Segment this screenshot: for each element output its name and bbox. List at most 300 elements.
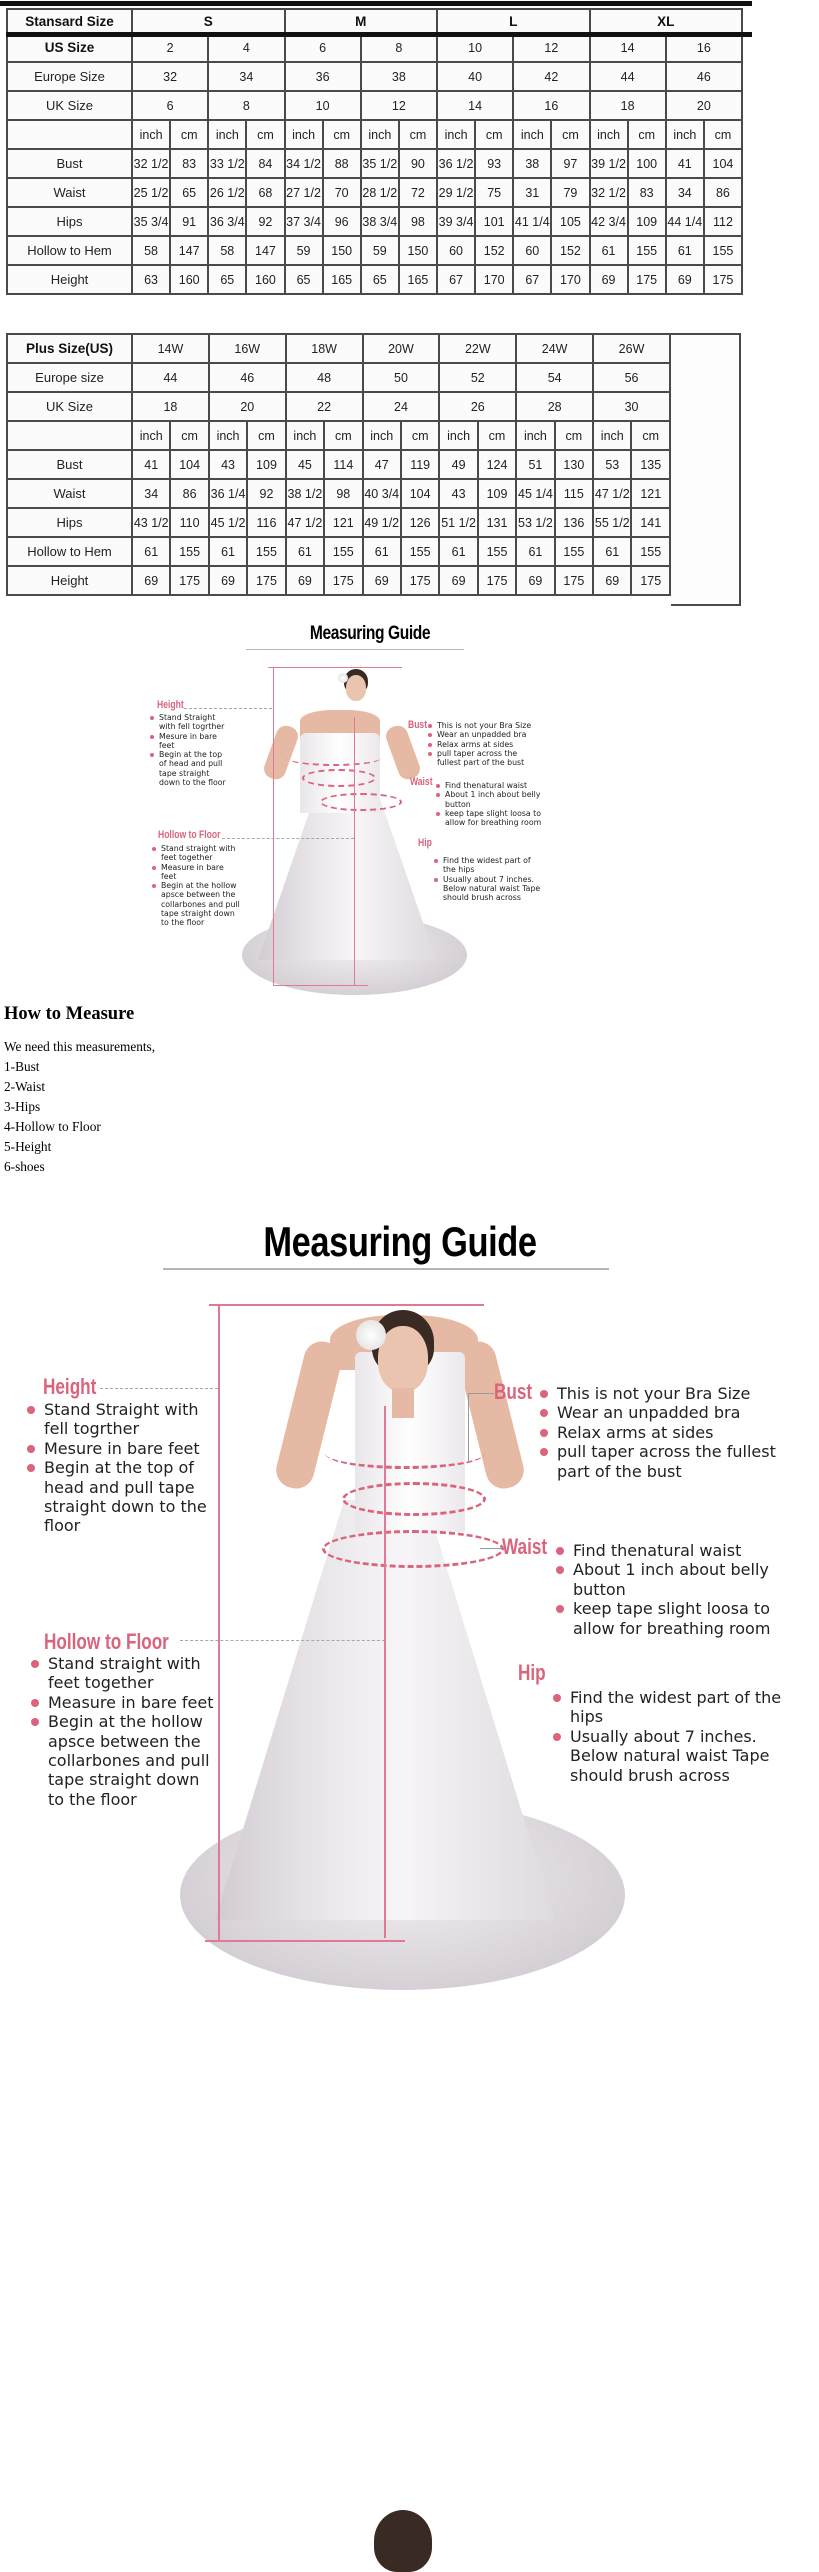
cell: 33 1/2 <box>208 149 246 178</box>
bullet-item: Find thenatural waist <box>556 1541 801 1560</box>
plus-bust-row <box>7 450 670 479</box>
cell: 36 3/4 <box>208 207 246 236</box>
height-leader <box>100 1388 218 1389</box>
bullet-item: Mesure in bare feet <box>150 732 230 751</box>
cell: 100 <box>628 149 666 178</box>
cell: 119 <box>401 450 439 479</box>
row-label: Waist <box>7 178 132 207</box>
cell: 69 <box>132 566 170 595</box>
waist-bullets <box>556 1541 801 1638</box>
height-top-line <box>268 667 402 668</box>
cell: 34 1/2 <box>285 149 323 178</box>
cell: 175 <box>478 566 516 595</box>
cell: 28 1/2 <box>361 178 399 207</box>
how-to-intro: We need this measurements, <box>4 1039 156 1054</box>
bullet-item: Wear an unpadded bra <box>428 730 540 739</box>
unit-inch: inch <box>513 120 551 149</box>
cell: 91 <box>170 207 208 236</box>
row-label: Bust <box>7 450 132 479</box>
cell: 61 <box>209 537 247 566</box>
bullet-item: Wear an unpadded bra <box>540 1403 800 1422</box>
cell: 92 <box>247 479 285 508</box>
plus-europe-cell: 46 <box>209 363 286 392</box>
cell: 86 <box>704 178 742 207</box>
plus-height-row <box>7 566 670 595</box>
cell: 175 <box>170 566 208 595</box>
row-label: Hips <box>7 508 132 537</box>
cell: 114 <box>324 450 362 479</box>
plus-size-table <box>6 333 671 596</box>
height-bullets <box>150 713 230 787</box>
bullet-item: Usually about 7 inches. Below natural waist Tape should brush across <box>553 1727 788 1785</box>
cell: 69 <box>209 566 247 595</box>
plus-us-size-row <box>7 334 670 363</box>
cell: 69 <box>439 566 477 595</box>
row-label: Height <box>7 566 132 595</box>
plus-waist-row <box>7 479 670 508</box>
waist-label: Waist <box>410 776 433 788</box>
table-header-divider <box>6 32 752 37</box>
uk-size-cell: 8 <box>208 91 284 120</box>
cell: 61 <box>593 537 631 566</box>
cell: 39 3/4 <box>437 207 475 236</box>
us-size-cell: 2 <box>132 33 208 62</box>
bust-bullets <box>428 721 540 767</box>
height-vertical-line <box>218 1304 220 1940</box>
cell: 160 <box>246 265 284 294</box>
height-leader <box>184 708 272 709</box>
cell: 25 1/2 <box>132 178 170 207</box>
plus-europe-cell: 50 <box>363 363 440 392</box>
cell: 65 <box>170 178 208 207</box>
floor-line <box>205 1940 405 1942</box>
cell: 84 <box>246 149 284 178</box>
bullet-item: This is not your Bra Size <box>428 721 540 730</box>
cell: 175 <box>401 566 439 595</box>
bullet-item: keep tape slight loosa to allow for breathing room <box>436 809 546 828</box>
cell: 60 <box>513 236 551 265</box>
us-size-cell: 12 <box>513 33 589 62</box>
fascinator <box>338 673 348 683</box>
uk-size-cell: 14 <box>437 91 513 120</box>
cell: 160 <box>170 265 208 294</box>
hollow-label: Hollow to Floor <box>158 829 221 841</box>
size-group-m: M <box>285 9 438 33</box>
plus-uk-cell: 24 <box>363 392 440 421</box>
bullet-item: Stand Straight with fell togrther <box>150 713 230 732</box>
cell: 88 <box>323 149 361 178</box>
hollow-bullets <box>31 1654 216 1809</box>
cell: 49 <box>439 450 477 479</box>
cell: 109 <box>247 450 285 479</box>
plus-uk-label: UK Size <box>7 392 132 421</box>
unit-cm: cm <box>323 120 361 149</box>
plus-hips-row <box>7 508 670 537</box>
height-vertical-line <box>273 667 274 985</box>
plus-unit-row <box>7 421 670 450</box>
cell: 92 <box>246 207 284 236</box>
unit-cm: cm <box>247 421 285 450</box>
cell: 72 <box>399 178 437 207</box>
cell: 104 <box>170 450 208 479</box>
model-head <box>346 675 366 701</box>
cell: 175 <box>247 566 285 595</box>
cell: 61 <box>516 537 554 566</box>
cell: 43 1/2 <box>132 508 170 537</box>
bullet-item: Find the widest part of the hips <box>553 1688 788 1727</box>
waist-row <box>7 178 742 207</box>
row-label: Bust <box>7 149 132 178</box>
plus-size-header: Plus Size(US) <box>7 334 132 363</box>
cell: 90 <box>399 149 437 178</box>
unit-inch: inch <box>363 421 401 450</box>
plus-uk-cell: 26 <box>439 392 516 421</box>
unit-inch: inch <box>593 421 631 450</box>
cell: 141 <box>631 508 670 537</box>
measurement-item: 5-Height <box>4 1139 52 1154</box>
bullet-item: Stand straight with feet together <box>152 844 240 863</box>
cell: 26 1/2 <box>208 178 246 207</box>
bust-row <box>7 149 742 178</box>
unit-inch: inch <box>439 421 477 450</box>
cell: 27 1/2 <box>285 178 323 207</box>
europe-size-row <box>7 62 742 91</box>
hip-tape <box>320 793 402 811</box>
us-size-label: US Size <box>7 33 132 62</box>
row-label: Hollow to Hem <box>7 236 132 265</box>
unit-cm: cm <box>399 120 437 149</box>
us-size-cell: 14 <box>590 33 666 62</box>
unit-cm: cm <box>551 120 589 149</box>
cell: 47 1/2 <box>286 508 324 537</box>
hip-label: Hip <box>418 837 432 849</box>
cell: 69 <box>666 265 704 294</box>
uk-size-cell: 6 <box>132 91 208 120</box>
cell: 60 <box>437 236 475 265</box>
cell: 170 <box>475 265 513 294</box>
uk-size-cell: 12 <box>361 91 437 120</box>
cell: 44 1/4 <box>666 207 704 236</box>
cell: 83 <box>628 178 666 207</box>
size-group-row <box>7 9 742 33</box>
us-size-cell: 8 <box>361 33 437 62</box>
plus-uk-cell: 20 <box>209 392 286 421</box>
hollow-vertical-line <box>354 717 355 985</box>
cell: 155 <box>401 537 439 566</box>
waist-tape <box>342 1482 486 1516</box>
height-top-line <box>209 1304 484 1306</box>
cell: 98 <box>324 479 362 508</box>
unit-cm: cm <box>475 120 513 149</box>
measurement-item: 6-shoes <box>4 1159 45 1174</box>
cell: 61 <box>666 236 704 265</box>
unit-cm: cm <box>246 120 284 149</box>
unit-cm: cm <box>704 120 742 149</box>
plus-us-size-cell: 26W <box>593 334 670 363</box>
unit-cm: cm <box>170 120 208 149</box>
cell: 68 <box>246 178 284 207</box>
unit-cm: cm <box>555 421 593 450</box>
cell: 45 <box>286 450 324 479</box>
cell: 109 <box>478 479 516 508</box>
plus-europe-cell: 48 <box>286 363 363 392</box>
measurement-item: 1-Bust <box>4 1059 40 1074</box>
cell: 112 <box>704 207 742 236</box>
bust-label: Bust <box>494 1379 533 1404</box>
cell: 130 <box>555 450 593 479</box>
cell: 69 <box>516 566 554 595</box>
row-label: Height <box>7 265 132 294</box>
cell: 155 <box>555 537 593 566</box>
hip-bullets <box>434 856 544 902</box>
bullet-item: Mesure in bare feet <box>27 1439 212 1458</box>
cell: 152 <box>551 236 589 265</box>
cell: 61 <box>132 537 170 566</box>
plus-us-size-cell: 20W <box>363 334 440 363</box>
cell: 83 <box>170 149 208 178</box>
unit-inch: inch <box>132 120 170 149</box>
cell: 58 <box>208 236 246 265</box>
cell: 43 <box>439 479 477 508</box>
cell: 121 <box>324 508 362 537</box>
measuring-guide-small <box>157 615 570 1000</box>
plus-europe-label: Europe size <box>7 363 132 392</box>
unit-inch: inch <box>516 421 554 450</box>
cell: 155 <box>170 537 208 566</box>
uk-size-cell: 18 <box>590 91 666 120</box>
cell: 101 <box>475 207 513 236</box>
plus-uk-cell: 28 <box>516 392 593 421</box>
cell: 86 <box>170 479 208 508</box>
hips-row <box>7 207 742 236</box>
cell: 61 <box>363 537 401 566</box>
row-label: Waist <box>7 479 132 508</box>
height-row <box>7 265 742 294</box>
bullet-item: Begin at the hollow apsce between the collarbones and pull tape straight down to the floor <box>31 1712 216 1809</box>
waist-bullets <box>436 781 546 827</box>
bust-leader <box>468 1393 494 1394</box>
waist-leader <box>480 1548 502 1549</box>
cell: 53 1/2 <box>516 508 554 537</box>
bullet-item: Begin at the hollow apsce between the collarbones and pull tape straight down to the floor <box>152 881 240 927</box>
cell: 45 1/4 <box>516 479 554 508</box>
cell: 35 3/4 <box>132 207 170 236</box>
right-arm <box>383 723 422 782</box>
row-label: Hips <box>7 207 132 236</box>
cell: 165 <box>399 265 437 294</box>
hollow-to-hem-row <box>7 236 742 265</box>
cell: 152 <box>475 236 513 265</box>
unit-inch: inch <box>437 120 475 149</box>
cell: 110 <box>170 508 208 537</box>
bullet-item: pull taper across the fullest part of the bust <box>428 749 540 768</box>
us-size-cell: 6 <box>285 33 361 62</box>
hollow-leader <box>180 1640 385 1641</box>
bullet-item: Find the widest part of the hips <box>434 856 544 875</box>
cell: 69 <box>593 566 631 595</box>
cell: 165 <box>323 265 361 294</box>
hollow-label: Hollow to Floor <box>44 1629 169 1654</box>
unit-inch: inch <box>361 120 399 149</box>
hip-tape <box>322 1530 504 1568</box>
cell: 147 <box>170 236 208 265</box>
hair <box>374 2510 432 2572</box>
table-top-border <box>0 1 752 6</box>
cell: 58 <box>132 236 170 265</box>
cell: 63 <box>132 265 170 294</box>
cell: 104 <box>704 149 742 178</box>
measurement-item: 4-Hollow to Floor <box>4 1119 101 1134</box>
waist-label: Waist <box>502 1534 548 1559</box>
unit-cm: cm <box>324 421 362 450</box>
europe-size-cell: 44 <box>590 62 666 91</box>
cell: 175 <box>324 566 362 595</box>
cell: 104 <box>401 479 439 508</box>
size-group-l: L <box>437 9 590 33</box>
plus-hollow-to-hem-row <box>7 537 670 566</box>
plus-europe-cell: 52 <box>439 363 516 392</box>
cell: 69 <box>590 265 628 294</box>
cell: 61 <box>590 236 628 265</box>
plus-us-size-cell: 14W <box>132 334 209 363</box>
cell: 38 <box>513 149 551 178</box>
fascinator <box>356 1320 386 1350</box>
cell: 98 <box>399 207 437 236</box>
bullet-item: Measure in bare feet <box>31 1693 216 1712</box>
cell: 175 <box>555 566 593 595</box>
bullet-item: keep tape slight loosa to allow for breathing room <box>556 1599 801 1638</box>
bullet-item: Find thenatural waist <box>436 781 546 790</box>
uk-size-label: UK Size <box>7 91 132 120</box>
cell: 155 <box>478 537 516 566</box>
europe-size-cell: 32 <box>132 62 208 91</box>
cell: 32 1/2 <box>590 178 628 207</box>
europe-size-cell: 46 <box>666 62 742 91</box>
bullet-item: Begin at the top of head and pull tape straight down to the floor <box>150 750 230 787</box>
cell: 155 <box>631 537 670 566</box>
cell: 32 1/2 <box>132 149 170 178</box>
cell: 75 <box>475 178 513 207</box>
cell: 135 <box>631 450 670 479</box>
bust-leader-vertical <box>468 1393 469 1463</box>
cell: 155 <box>324 537 362 566</box>
bullet-item: Stand Straight with fell togrther <box>27 1400 212 1439</box>
europe-size-cell: 38 <box>361 62 437 91</box>
plus-uk-cell: 22 <box>286 392 363 421</box>
unit-cm: cm <box>631 421 670 450</box>
plus-uk-cell: 18 <box>132 392 209 421</box>
cell: 175 <box>628 265 666 294</box>
cell: 65 <box>361 265 399 294</box>
cell: 175 <box>704 265 742 294</box>
bullet-item: About 1 inch about belly button <box>436 790 546 809</box>
cell: 121 <box>631 479 670 508</box>
bullet-item: pull taper across the fullest part of the bust <box>540 1442 800 1481</box>
unit-row-blank <box>7 120 132 149</box>
uk-size-cell: 16 <box>513 91 589 120</box>
plus-uk-size-row <box>7 392 670 421</box>
cell: 170 <box>551 265 589 294</box>
unit-inch: inch <box>285 120 323 149</box>
cell: 150 <box>323 236 361 265</box>
guide-title: Measuring Guide <box>309 623 431 644</box>
cell: 67 <box>437 265 475 294</box>
cell: 150 <box>399 236 437 265</box>
cell: 43 <box>209 450 247 479</box>
how-to-measure-section <box>4 1004 155 1177</box>
floor-line <box>273 985 368 986</box>
unit-row-blank <box>7 421 132 450</box>
cell: 38 1/2 <box>286 479 324 508</box>
unit-row <box>7 120 742 149</box>
cell: 51 <box>516 450 554 479</box>
cell: 61 <box>439 537 477 566</box>
cell: 61 <box>286 537 324 566</box>
cell: 49 1/2 <box>363 508 401 537</box>
measurement-item: 3-Hips <box>4 1099 41 1114</box>
bust-label: Bust <box>408 719 428 731</box>
cell: 79 <box>551 178 589 207</box>
bullet-item: Stand straight with feet together <box>31 1654 216 1693</box>
cell: 69 <box>363 566 401 595</box>
cell: 59 <box>361 236 399 265</box>
cell: 97 <box>551 149 589 178</box>
unit-inch: inch <box>132 421 170 450</box>
cell: 42 3/4 <box>590 207 628 236</box>
cell: 47 1/2 <box>593 479 631 508</box>
cell: 31 <box>513 178 551 207</box>
uk-size-cell: 20 <box>666 91 742 120</box>
cell: 40 3/4 <box>363 479 401 508</box>
cell: 65 <box>208 265 246 294</box>
cell: 29 1/2 <box>437 178 475 207</box>
unit-inch: inch <box>208 120 246 149</box>
measuring-guide-large <box>0 1200 819 1996</box>
cell: 38 3/4 <box>361 207 399 236</box>
cell: 155 <box>704 236 742 265</box>
plus-us-size-cell: 24W <box>516 334 593 363</box>
bust-bullets <box>540 1384 800 1481</box>
measurement-item: 2-Waist <box>4 1079 46 1094</box>
plus-us-size-cell: 22W <box>439 334 516 363</box>
cell: 116 <box>247 508 285 537</box>
us-size-cell: 16 <box>666 33 742 62</box>
cell: 41 <box>666 149 704 178</box>
row-label: Hollow to Hem <box>7 537 132 566</box>
cell: 36 1/4 <box>209 479 247 508</box>
title-underline <box>163 1268 609 1270</box>
bullet-item: Usually about 7 inches. Below natural waist Tape should brush across <box>434 875 544 903</box>
unit-inch: inch <box>209 421 247 450</box>
cell: 45 1/2 <box>209 508 247 537</box>
size-group-s: S <box>132 9 285 33</box>
unit-inch: inch <box>286 421 324 450</box>
bullet-item: Measure in bare feet <box>152 863 240 882</box>
cell: 126 <box>401 508 439 537</box>
europe-size-cell: 36 <box>285 62 361 91</box>
europe-size-cell: 42 <box>513 62 589 91</box>
cell: 124 <box>478 450 516 479</box>
cell: 65 <box>285 265 323 294</box>
plus-table-empty-column <box>671 333 741 606</box>
cell: 131 <box>478 508 516 537</box>
waist-tape <box>302 769 376 787</box>
cell: 34 <box>132 479 170 508</box>
title-underline <box>246 649 464 650</box>
standard-size-header: Stansard Size <box>7 9 132 33</box>
hip-label: Hip <box>518 1660 546 1685</box>
hollow-leader <box>222 838 354 839</box>
